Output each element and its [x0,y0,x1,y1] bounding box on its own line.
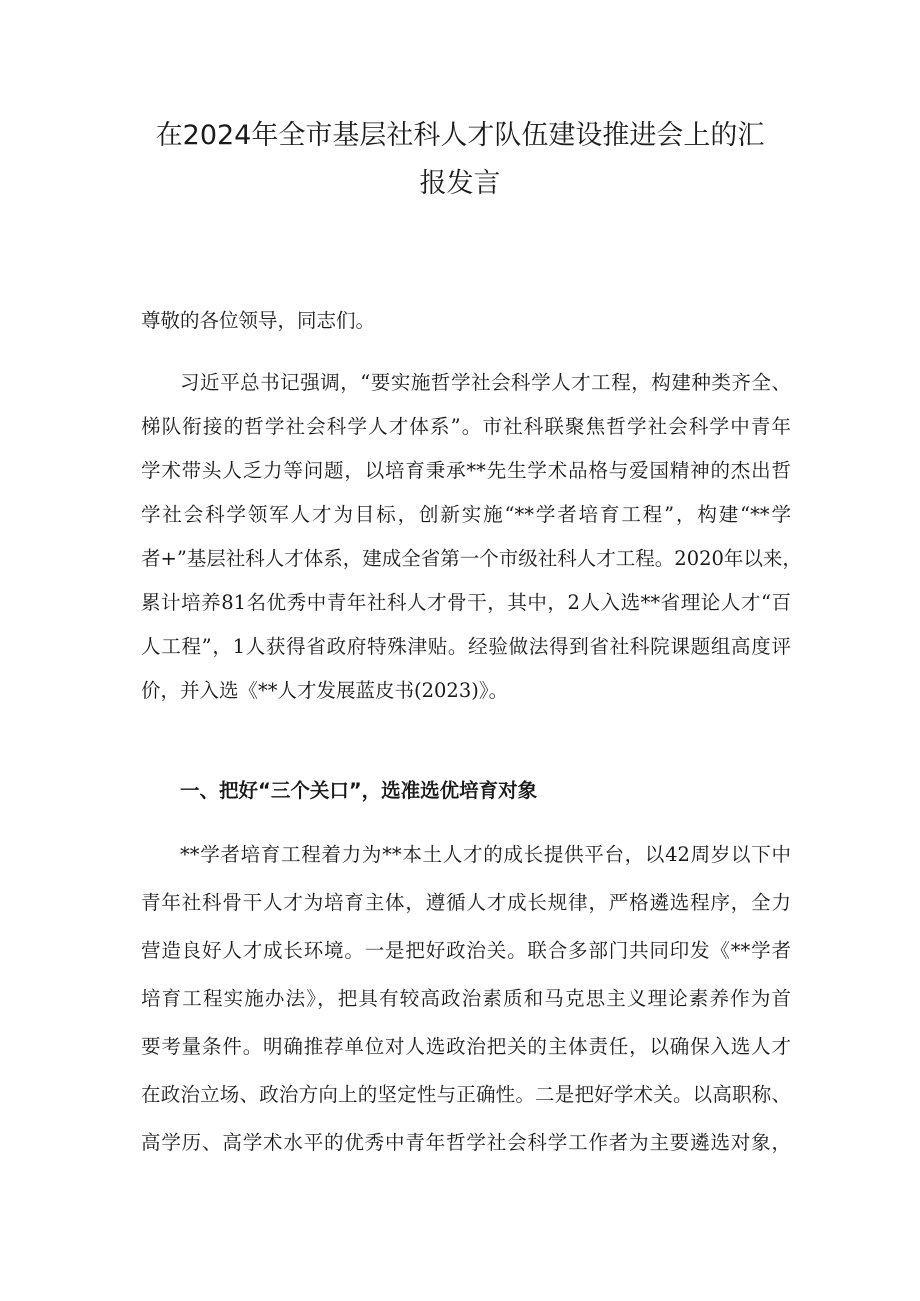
document-title-line-2: 报发言 [419,168,501,199]
paragraph-2-line: 培育工程实施办法》，把具有较高政治素质和马克思主义理论素养作为首 [141,987,791,1010]
salutation: 尊敬的各位领导，同志们。 [141,309,376,332]
paragraph-2-line: 要考量条件。明确推荐单位对人选政治把关的主体责任，以确保入选人才 [141,1035,791,1058]
paragraph-1-line: 者+”基层社科人才体系，建成全省第一个市级社科人才工程。2020年以来， [141,547,802,570]
paragraph-2-line: **学者培育工程着力为**本土人才的成长提供平台，以42周岁以下中 [180,843,791,866]
paragraph-1-line: 人工程”，1人获得省政府特殊津贴。经验做法得到省社科院课题组高度评 [141,635,791,658]
paragraph-1-line: 累计培养81名优秀中青年社科人才骨干，其中，2人入选**省理论人才“百 [141,591,791,614]
paragraph-2-line: 青年社科骨干人才为培育主体，遵循人才成长规律，严格遴选程序，全力 [141,891,791,914]
paragraph-1-line: 价，并入选《**人才发展蓝皮书(2023)》。 [141,679,509,702]
paragraph-1-line: 学社会科学领军人才为目标，创新实施“**学者培育工程”，构建“**学 [141,503,791,526]
paragraph-1-line: 梯队衔接的哲学社会科学人才体系”。市社科联聚焦哲学社会科学中青年 [141,415,791,438]
paragraph-2-line: 高学历、高学术水平的优秀中青年哲学社会科学工作者为主要遴选对象， [141,1131,791,1154]
paragraph-1-line: 习近平总书记强调，“要实施哲学社会科学人才工程，构建种类齐全、 [180,371,791,394]
paragraph-2-line: 在政治立场、政治方向上的坚定性与正确性。二是把好学术关。以高职称、 [141,1083,791,1106]
paragraph-1-line: 学术带头人乏力等问题，以培育秉承**先生学术品格与爱国精神的杰出哲 [141,459,791,482]
section-heading-1: 一、把好“三个关口”，选准选优培育对象 [180,779,538,802]
document-title-line-1: 在2024年全市基层社科人才队伍建设推进会上的汇 [155,120,765,151]
paragraph-2-line: 营造良好人才成长环境。一是把好政治关。联合多部门共同印发《**学者 [141,939,791,962]
